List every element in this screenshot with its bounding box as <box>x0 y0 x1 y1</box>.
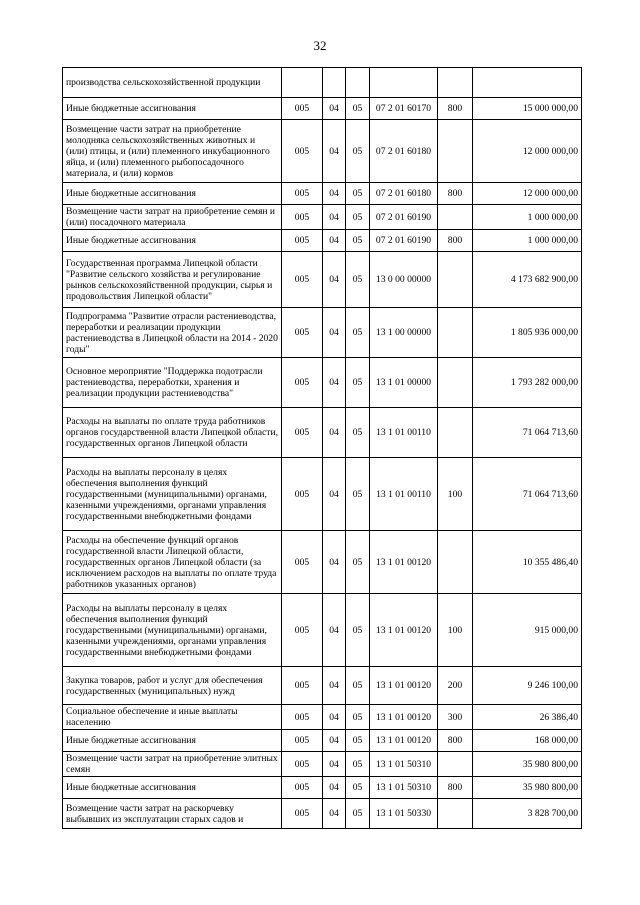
ministry-code-cell: 005 <box>282 408 323 458</box>
expense-type-code-cell: 100 <box>438 458 473 531</box>
article-code-cell: 07 2 01 60190 <box>370 230 438 252</box>
ministry-code-cell: 005 <box>282 777 323 799</box>
article-code-cell: 07 2 01 60190 <box>370 205 438 230</box>
item-name-cell: Расходы на обеспечение функций органов государственной власти Липецкой области, государственных органов Липецкой области (за исключением расходов на выплаты по оплате труда работников указанных органов) <box>63 531 282 594</box>
article-code-cell: 13 1 01 50310 <box>370 752 438 777</box>
section-code-cell: 04 <box>323 777 346 799</box>
table-row <box>63 458 582 531</box>
article-code-cell: 13 1 01 00120 <box>370 730 438 752</box>
table-row <box>63 730 582 752</box>
ministry-code-cell: 005 <box>282 230 323 252</box>
amount-cell: 1 000 000,00 <box>473 205 582 230</box>
expense-type-code-cell: 800 <box>438 98 473 120</box>
section-code-cell: 04 <box>323 752 346 777</box>
subsection-code-cell: 05 <box>346 594 370 667</box>
section-code-cell: 04 <box>323 667 346 705</box>
table-row <box>63 230 582 252</box>
expense-type-code-cell: 800 <box>438 777 473 799</box>
subsection-code-cell: 05 <box>346 358 370 408</box>
expense-type-code-cell: 800 <box>438 183 473 205</box>
section-code-cell: 04 <box>323 98 346 120</box>
amount-cell: 15 000 000,00 <box>473 98 582 120</box>
amount-cell: 915 000,00 <box>473 594 582 667</box>
ministry-code-cell: 005 <box>282 594 323 667</box>
item-name-cell: Расходы на выплаты персоналу в целях обеспечения выполнения функций государственными (муниципальными) органами, казенными учреждениями, органами управления государственными внебюджетными фондами <box>63 458 282 531</box>
article-code-cell: 13 1 00 00000 <box>370 308 438 358</box>
amount-cell: 1 000 000,00 <box>473 230 582 252</box>
ministry-code-cell: 005 <box>282 358 323 408</box>
item-name-cell: Социальное обеспечение и иные выплаты населению <box>63 705 282 730</box>
subsection-code-cell: 05 <box>346 705 370 730</box>
amount-cell <box>473 68 582 98</box>
subsection-code-cell: 05 <box>346 408 370 458</box>
article-code-cell: 13 1 01 00120 <box>370 705 438 730</box>
item-name-cell: Возмещение части затрат на приобретение элитных семян <box>63 752 282 777</box>
article-code-cell: 07 2 01 60170 <box>370 98 438 120</box>
table-row <box>63 594 582 667</box>
expense-type-code-cell <box>438 205 473 230</box>
table-row <box>63 205 582 230</box>
article-code-cell: 13 1 01 00110 <box>370 458 438 531</box>
section-code-cell: 04 <box>323 594 346 667</box>
item-name-cell: Возмещение части затрат на приобретение молодняка сельскохозяйственных животных и (или) птицы, и (или) племенного инкубационного яйца, и (или) племенного рыбопосадочного материала, и (или) кормов <box>63 120 282 183</box>
ministry-code-cell: 005 <box>282 531 323 594</box>
table-row <box>63 705 582 730</box>
item-name-cell: Возмещение части затрат на приобретение семян и (или) посадочного материала <box>63 205 282 230</box>
amount-cell: 71 064 713,60 <box>473 408 582 458</box>
table-row <box>63 777 582 799</box>
item-name-cell: Иные бюджетные ассигнования <box>63 730 282 752</box>
expense-type-code-cell <box>438 752 473 777</box>
subsection-code-cell <box>346 68 370 98</box>
article-code-cell: 07 2 01 60180 <box>370 120 438 183</box>
section-code-cell: 04 <box>323 183 346 205</box>
item-name-cell: Иные бюджетные ассигнования <box>63 777 282 799</box>
amount-cell: 35 980 800,00 <box>473 777 582 799</box>
subsection-code-cell: 05 <box>346 730 370 752</box>
expense-type-code-cell <box>438 120 473 183</box>
expense-type-code-cell: 300 <box>438 705 473 730</box>
item-name-cell: Основное мероприятие "Поддержка подотрасли растениеводства, переработки, хранения и реализации продукции растениеводства" <box>63 358 282 408</box>
amount-cell: 35 980 800,00 <box>473 752 582 777</box>
expense-type-code-cell <box>438 308 473 358</box>
table-row <box>63 358 582 408</box>
subsection-code-cell: 05 <box>346 183 370 205</box>
subsection-code-cell: 05 <box>346 667 370 705</box>
expense-type-code-cell <box>438 531 473 594</box>
ministry-code-cell: 005 <box>282 205 323 230</box>
subsection-code-cell: 05 <box>346 799 370 829</box>
amount-cell: 12 000 000,00 <box>473 120 582 183</box>
expense-type-code-cell: 200 <box>438 667 473 705</box>
item-name-cell: Иные бюджетные ассигнования <box>63 183 282 205</box>
ministry-code-cell: 005 <box>282 458 323 531</box>
table-row <box>63 752 582 777</box>
article-code-cell: 13 1 01 50330 <box>370 799 438 829</box>
item-name-cell: Иные бюджетные ассигнования <box>63 98 282 120</box>
section-code-cell <box>323 68 346 98</box>
item-name-cell: Иные бюджетные ассигнования <box>63 230 282 252</box>
section-code-cell: 04 <box>323 730 346 752</box>
ministry-code-cell: 005 <box>282 730 323 752</box>
article-code-cell: 13 1 01 00120 <box>370 531 438 594</box>
expense-type-code-cell <box>438 799 473 829</box>
section-code-cell: 04 <box>323 230 346 252</box>
article-code-cell: 07 2 01 60180 <box>370 183 438 205</box>
amount-cell: 26 386,40 <box>473 705 582 730</box>
article-code-cell: 13 1 01 50310 <box>370 777 438 799</box>
amount-cell: 10 355 486,40 <box>473 531 582 594</box>
amount-cell: 12 000 000,00 <box>473 183 582 205</box>
amount-cell: 9 246 100,00 <box>473 667 582 705</box>
expense-type-code-cell <box>438 408 473 458</box>
section-code-cell: 04 <box>323 531 346 594</box>
subsection-code-cell: 05 <box>346 120 370 183</box>
ministry-code-cell: 005 <box>282 252 323 308</box>
table-row <box>63 308 582 358</box>
item-name-cell: Расходы на выплаты персоналу в целях обеспечения выполнения функций государственными (муниципальными) органами, казенными учреждениями, органами управления государственными внебюджетными фондами <box>63 594 282 667</box>
table-row <box>63 183 582 205</box>
section-code-cell: 04 <box>323 205 346 230</box>
amount-cell: 4 173 682 900,00 <box>473 252 582 308</box>
section-code-cell: 04 <box>323 308 346 358</box>
ministry-code-cell: 005 <box>282 98 323 120</box>
article-code-cell: 13 1 01 00120 <box>370 594 438 667</box>
ministry-code-cell: 005 <box>282 308 323 358</box>
expense-type-code-cell: 100 <box>438 594 473 667</box>
item-name-cell: Государственная программа Липецкой области "Развитие сельского хозяйства и регулирование рынков сельскохозяйственной продукции, сырья и продовольствия Липецкой области" <box>63 252 282 308</box>
table-row <box>63 98 582 120</box>
amount-cell: 3 828 700,00 <box>473 799 582 829</box>
section-code-cell: 04 <box>323 458 346 531</box>
expense-type-code-cell: 800 <box>438 230 473 252</box>
amount-cell: 168 000,00 <box>473 730 582 752</box>
ministry-code-cell: 005 <box>282 667 323 705</box>
expense-type-code-cell <box>438 358 473 408</box>
table-row <box>63 667 582 705</box>
section-code-cell: 04 <box>323 120 346 183</box>
page-number: 32 <box>313 38 327 53</box>
expense-type-code-cell <box>438 252 473 308</box>
item-name-cell: Закупка товаров, работ и услуг для обеспечения государственных (муниципальных) нужд <box>63 667 282 705</box>
amount-cell: 1 805 936 000,00 <box>473 308 582 358</box>
subsection-code-cell: 05 <box>346 752 370 777</box>
table-row <box>63 531 582 594</box>
article-code-cell: 13 1 01 00120 <box>370 667 438 705</box>
table-row <box>63 252 582 308</box>
budget-table <box>62 67 582 829</box>
ministry-code-cell: 005 <box>282 799 323 829</box>
table-row <box>63 68 582 98</box>
budget-table-body <box>63 68 582 829</box>
subsection-code-cell: 05 <box>346 531 370 594</box>
section-code-cell: 04 <box>323 408 346 458</box>
subsection-code-cell: 05 <box>346 252 370 308</box>
section-code-cell: 04 <box>323 358 346 408</box>
item-name-cell: Расходы на выплаты по оплате труда работников органов государственной власти Липецкой области, государственных органов Липецкой области <box>63 408 282 458</box>
article-code-cell: 13 1 01 00000 <box>370 358 438 408</box>
section-code-cell: 04 <box>323 252 346 308</box>
amount-cell: 1 793 282 000,00 <box>473 358 582 408</box>
ministry-code-cell: 005 <box>282 120 323 183</box>
item-name-cell: производства сельскохозяйственной продукции <box>63 68 282 98</box>
section-code-cell: 04 <box>323 799 346 829</box>
expense-type-code-cell: 800 <box>438 730 473 752</box>
subsection-code-cell: 05 <box>346 777 370 799</box>
subsection-code-cell: 05 <box>346 98 370 120</box>
article-code-cell <box>370 68 438 98</box>
subsection-code-cell: 05 <box>346 308 370 358</box>
subsection-code-cell: 05 <box>346 205 370 230</box>
ministry-code-cell: 005 <box>282 183 323 205</box>
article-code-cell: 13 1 01 00110 <box>370 408 438 458</box>
table-row <box>63 120 582 183</box>
table-row <box>63 799 582 829</box>
item-name-cell: Подпрограмма "Развитие отрасли растениеводства, переработки и реализации продукции растениеводства в Липецкой области на 2014 - 2020 годы" <box>63 308 282 358</box>
ministry-code-cell: 005 <box>282 752 323 777</box>
amount-cell: 71 064 713,60 <box>473 458 582 531</box>
item-name-cell: Возмещение части затрат на раскорчевку выбывших из эксплуатации старых садов и <box>63 799 282 829</box>
ministry-code-cell <box>282 68 323 98</box>
table-row <box>63 408 582 458</box>
section-code-cell: 04 <box>323 705 346 730</box>
article-code-cell: 13 0 00 00000 <box>370 252 438 308</box>
ministry-code-cell: 005 <box>282 705 323 730</box>
subsection-code-cell: 05 <box>346 458 370 531</box>
subsection-code-cell: 05 <box>346 230 370 252</box>
expense-type-code-cell <box>438 68 473 98</box>
